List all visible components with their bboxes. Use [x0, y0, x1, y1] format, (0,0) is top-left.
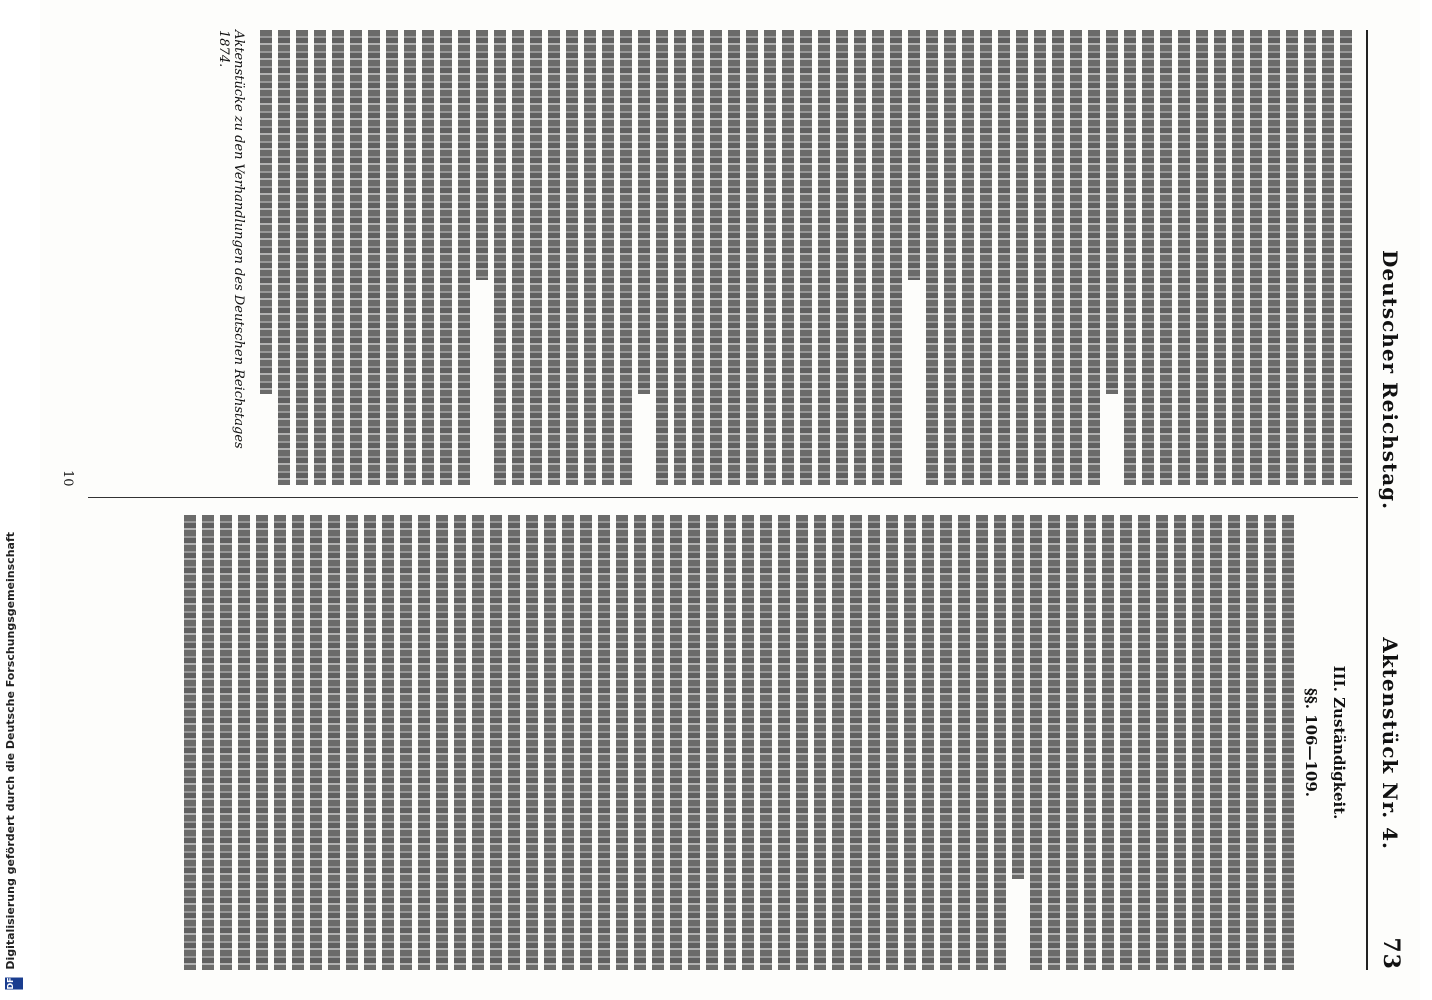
illegible-text-line — [1264, 515, 1276, 970]
illegible-text-line — [904, 515, 916, 970]
illegible-text-line — [580, 515, 592, 970]
illegible-text-line — [346, 515, 358, 970]
left-column — [88, 30, 1358, 485]
illegible-text-line — [850, 515, 862, 970]
illegible-text-line — [436, 515, 448, 970]
illegible-text-line — [670, 515, 682, 970]
illegible-text-line — [1160, 30, 1172, 485]
illegible-text-line — [526, 515, 538, 970]
illegible-text-line — [562, 515, 574, 970]
illegible-text-line — [1120, 515, 1132, 970]
illegible-text-line — [274, 515, 286, 970]
illegible-text-line — [1048, 515, 1060, 970]
illegible-text-line — [656, 30, 668, 485]
illegible-text-line — [1088, 30, 1100, 485]
illegible-text-line — [292, 515, 304, 970]
illegible-text-line — [368, 30, 380, 485]
illegible-text-line — [1232, 30, 1244, 485]
illegible-text-line — [1156, 515, 1168, 970]
illegible-text-line — [616, 515, 628, 970]
illegible-text-line — [706, 515, 718, 970]
illegible-text-line — [386, 30, 398, 485]
illegible-text-line — [332, 30, 344, 485]
illegible-text-line — [310, 515, 322, 970]
illegible-text-line — [886, 515, 898, 970]
illegible-text-line — [1246, 515, 1258, 970]
illegible-text-line — [1012, 515, 1024, 879]
header-rule — [1366, 30, 1368, 970]
illegible-text-line — [1322, 30, 1334, 485]
illegible-text-line — [976, 515, 988, 970]
illegible-text-line — [1268, 30, 1280, 485]
illegible-text-line — [908, 30, 920, 280]
illegible-text-line — [476, 30, 488, 280]
illegible-text-line — [836, 30, 848, 485]
header-right-title: Aktenstück Nr. 4. — [1378, 637, 1402, 850]
illegible-text-line — [1102, 515, 1114, 970]
illegible-text-line — [634, 515, 646, 970]
section-title: III. Zuständigkeit. — [1330, 665, 1348, 820]
illegible-text-line — [278, 30, 290, 485]
illegible-text-line — [868, 515, 880, 970]
illegible-text-line — [1174, 515, 1186, 970]
illegible-text-line — [184, 515, 196, 970]
digitization-credit — [4, 532, 23, 990]
credit-text: Digitalisierung gefördert durch die Deutsche Forschungsgemeinschaft — [4, 532, 17, 971]
illegible-text-line — [350, 30, 362, 485]
column-divider — [88, 497, 1358, 498]
illegible-text-line — [418, 515, 430, 970]
illegible-text-line — [746, 30, 758, 485]
illegible-text-line — [1106, 30, 1118, 394]
illegible-text-line — [364, 515, 376, 970]
illegible-text-line — [962, 30, 974, 485]
illegible-text-line — [404, 30, 416, 485]
illegible-text-line — [998, 30, 1010, 485]
illegible-text-line — [782, 30, 794, 485]
illegible-text-line — [1138, 515, 1150, 970]
illegible-text-line — [688, 515, 700, 970]
illegible-text-line — [760, 515, 772, 970]
page-number: 73 — [1378, 937, 1404, 970]
illegible-text-line — [710, 30, 722, 485]
illegible-text-line — [548, 30, 560, 485]
illegible-text-line — [422, 30, 434, 485]
illegible-text-line — [238, 515, 250, 970]
illegible-text-line — [620, 30, 632, 485]
illegible-text-line — [1210, 515, 1222, 970]
illegible-text-line — [512, 30, 524, 485]
illegible-text-line — [490, 515, 502, 970]
illegible-text-line — [400, 515, 412, 970]
illegible-text-line — [1030, 515, 1042, 970]
illegible-text-line — [602, 30, 614, 485]
illegible-text-line — [1070, 30, 1082, 485]
illegible-text-line — [994, 515, 1006, 970]
page-header — [1370, 30, 1410, 970]
footnote: Aktenstücke zu den Verhandlungen des Deutschen Reichstages 1874. — [216, 30, 246, 449]
illegible-text-line — [958, 515, 970, 970]
illegible-text-line — [1052, 30, 1064, 485]
illegible-text-line — [296, 30, 308, 485]
illegible-text-line — [494, 30, 506, 485]
illegible-text-line — [1304, 30, 1316, 485]
illegible-text-line — [800, 30, 812, 485]
illegible-text-line — [1282, 515, 1294, 970]
illegible-text-line — [584, 30, 596, 485]
illegible-text-line — [566, 30, 578, 485]
illegible-text-line — [926, 30, 938, 485]
illegible-text-line — [508, 515, 520, 970]
illegible-text-line — [328, 515, 340, 970]
illegible-text-line — [890, 30, 902, 485]
illegible-text-line — [1178, 30, 1190, 485]
illegible-text-line — [1250, 30, 1262, 485]
illegible-text-line — [1142, 30, 1154, 485]
illegible-text-line — [1066, 515, 1078, 970]
right-column — [88, 515, 1358, 970]
illegible-text-line — [544, 515, 556, 970]
illegible-text-line — [922, 515, 934, 970]
illegible-text-line — [832, 515, 844, 970]
illegible-text-line — [872, 30, 884, 485]
illegible-text-line — [1192, 515, 1204, 970]
paragraph-range: §§. 106—109. — [1302, 688, 1320, 797]
header-left-title: Deutscher Reichstag. — [1378, 250, 1402, 511]
dfg-logo-icon: DFG — [5, 978, 23, 990]
illegible-text-line — [202, 515, 214, 970]
document-page — [40, 0, 1420, 1000]
illegible-text-line — [944, 30, 956, 485]
illegible-text-line — [1034, 30, 1046, 485]
illegible-text-line — [764, 30, 776, 485]
illegible-text-line — [598, 515, 610, 970]
illegible-text-line — [652, 515, 664, 970]
illegible-text-line — [1016, 30, 1028, 485]
illegible-text-line — [1340, 30, 1352, 485]
illegible-text-line — [778, 515, 790, 970]
illegible-text-line — [472, 515, 484, 970]
illegible-text-line — [1196, 30, 1208, 485]
illegible-text-line — [260, 30, 272, 394]
illegible-text-line — [724, 515, 736, 970]
illegible-text-line — [1084, 515, 1096, 970]
illegible-text-line — [796, 515, 808, 970]
illegible-text-line — [314, 30, 326, 485]
illegible-text-line — [1214, 30, 1226, 485]
illegible-text-line — [980, 30, 992, 485]
illegible-text-line — [818, 30, 830, 485]
illegible-text-line — [530, 30, 542, 485]
illegible-text-line — [458, 30, 470, 485]
illegible-text-line — [854, 30, 866, 485]
illegible-text-line — [382, 515, 394, 970]
illegible-text-line — [454, 515, 466, 970]
illegible-text-line — [638, 30, 650, 394]
folio-number: 10 — [60, 470, 75, 487]
illegible-text-line — [814, 515, 826, 970]
illegible-text-line — [256, 515, 268, 970]
illegible-text-line — [220, 515, 232, 970]
illegible-text-line — [440, 30, 452, 485]
illegible-text-line — [1286, 30, 1298, 485]
illegible-text-line — [1124, 30, 1136, 485]
illegible-text-line — [1228, 515, 1240, 970]
illegible-text-line — [674, 30, 686, 485]
illegible-text-line — [742, 515, 754, 970]
illegible-text-line — [728, 30, 740, 485]
illegible-text-line — [692, 30, 704, 485]
illegible-text-line — [940, 515, 952, 970]
